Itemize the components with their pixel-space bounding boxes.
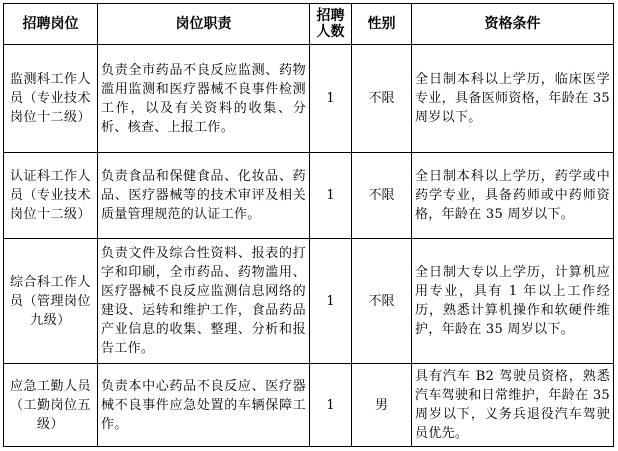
header-gender: 性别 [352, 4, 412, 45]
table-row [4, 364, 614, 447]
count-cell: 1 [310, 364, 352, 447]
qualification-cell: 全日制本科以上学历，临床医学专业，具备医师资格，年龄在 35 周岁以下。 [412, 45, 614, 153]
header-row [4, 4, 614, 45]
duty-cell: 负责食品和保健食品、化妆品、药品、医疗器械等的技术审评及相关质量管理规范的认证工作。 [98, 153, 310, 239]
duty-cell: 负责文件及综合性资料、报表的打字和印刷，全市药品、药物滥用、医疗器械不良反应监测信息网络的建设、运转和维护工作，食品药品产业信息的收集、整理、分析和报告工作。 [98, 239, 310, 364]
count-cell: 1 [310, 239, 352, 364]
header-qualification: 资格条件 [412, 4, 614, 45]
position-cell: 认证科工作人员（专业技术岗位十二级） [4, 153, 98, 239]
gender-cell: 不限 [352, 153, 412, 239]
header-count: 招聘人数 [310, 4, 352, 45]
position-cell: 监测科工作人员（专业技术岗位十二级） [4, 45, 98, 153]
gender-cell: 不限 [352, 45, 412, 153]
count-cell: 1 [310, 45, 352, 153]
qualification-cell: 全日制大专以上学历，计算机应用专业，具有 1 年以上工作经历，熟悉计算机操作和软硬件维护，年龄在 35 周岁以下。 [412, 239, 614, 364]
table-row [4, 45, 614, 153]
gender-cell: 不限 [352, 239, 412, 364]
qualification-cell: 具有汽车 B2 驾驶员资格，熟悉汽车驾驶和日常维护，年龄在 35 周岁以下，义务兵退役汽车驾驶员优先。 [412, 364, 614, 447]
qualification-cell: 全日制本科以上学历，药学或中药学专业，具备药师或中药师资格，年龄在 35 周岁以下。 [412, 153, 614, 239]
duty-cell: 负责全市药品不良反应监测、药物滥用监测和医疗器械不良事件检测工作，以及有关资料的收集、分析、核查、上报工作。 [98, 45, 310, 153]
header-duty: 岗位职责 [98, 4, 310, 45]
table-row [4, 153, 614, 239]
table-row [4, 239, 614, 364]
position-cell: 应急工勤人员（工勤岗位五级） [4, 364, 98, 447]
count-cell: 1 [310, 153, 352, 239]
recruitment-table [3, 3, 614, 447]
position-cell: 综合科工作人员（管理岗位九级） [4, 239, 98, 364]
duty-cell: 负责本中心药品不良反应、医疗器械不良事件应急处置的车辆保障工作。 [98, 364, 310, 447]
gender-cell: 男 [352, 364, 412, 447]
header-position: 招聘岗位 [4, 4, 98, 45]
